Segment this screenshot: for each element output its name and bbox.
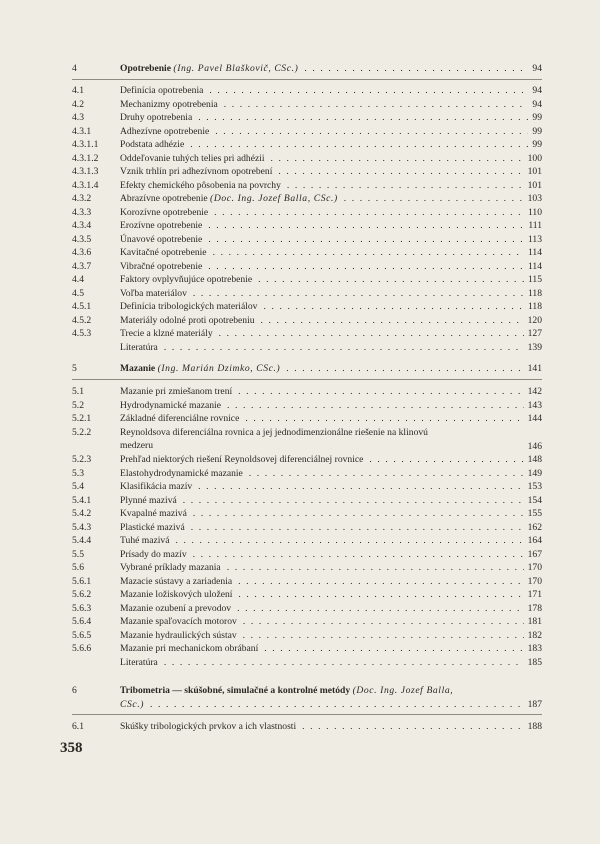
divider [72, 714, 542, 715]
chapter-author-cont: CSc.) [120, 699, 145, 710]
toc-entry-wrapped: 5.2.2 Reynoldsova diferenciálna rovnica a jej jednodimenzionálne riešenie na klinovú medzeru 146 [72, 426, 542, 452]
chapter-author: (Ing. Pavel Blaškovič, CSc.) [173, 63, 299, 74]
chapter-author: (Ing. Marián Dzimko, CSc.) [157, 363, 281, 374]
toc-page: 4 Opotrebenie (Ing. Pavel Blaškovič, CSc.) . . . 94 4.1 Definícia opotrebenia . . . 94 4.2 Mechanizmy opotrebenia . . . 94 4.3 Druhy opotrebenia . . . 99 4.3.1 Adhezívne opotrebenie . . . 99 4.3.1.1 Podstata adhézie . . . 99 4.3.1.2 Oddeľovanie tuhých telies pri adhézii . . . 100 4.3.1.3 Vznik trhlín pri adhezívnom opotrebení . . . 101 4.3.1.4 Efekty chemického pôsobenia na povrchy . . . 101 4.3.2 Abrazívne opotrebenie (Doc. Ing. Jozef Balla, CSc.) . . . 103 4.3.3 Korozívne opotrebenie . . . 110 4.3.4 Erozívne opotrebenie . . . 111 4.3.5 Únavové opotrebenie . . . 113 4.3.6 Kavitačné opotrebenie . . . 114 4.3.7 Vibračné opotrebenie . . . 114 4.4 Faktory ovplyvňujúce opotrebenie . . . 115 4.5 Voľba materiálov . . . 118 4.5.1 Definícia tribologických materiálov . . . 118 4.5.2 Materiály odolné proti opotrebeniu . . . 120 4.5.3 Trecie a klzné materiály . . . 127 Literatúra . . . 139 5 Mazanie (Ing. Marián Dzimko, CSc.) . . . 141 5.1 Mazanie pri zmiešanom trení . . . 142 5.2 Hydrodynamické mazanie . . . 143 5.2.1 Základné diferenciálne rovnice . . . 144 5.2.2 Reynoldsova diferenciálna rovnica a jej jednodimenzionálne riešenie na klinovú medzeru 146 5.2.3 Prehľad niektorých riešení Reynoldsovej diferenciálnej rovnice . . . 148 5.3 Elastohydrodynamické mazanie . . . 149 5.4 Klasifikácia mazív . . . 153 5.4.1 Plynné mazivá . . . 154 5.4.2 Kvapalné mazivá . . . 155 5.4.3 Plastické mazivá . . . 162 5.4.4 Tuhé mazivá . . . 164 5.5 Prísady do mazív . . . 167 5.6 Vybrané príklady mazania . . . 170 5.6.1 Mazacie sústavy a zariadenia . . . 170 5.6.2 Mazanie ložiskových uložení . . . 171 5.6.3 Mazanie ozubení a prevodov . . . 178 5.6.4 Mazanie spaľovacích motorov . . . 181 5.6.5 Mazanie hydraulických sústav . . . 182 5.6.6 Mazanie pri mechanickom obrábaní . . . 183 Literatúra . . . 185 6 Tribometria — skúšobné, simulačné a kontrolné metódy (Doc. Ing. Jozef Balla, CSc.) . . . 187 6.1 Skúšky tribologických prvkov a ich vlastnosti . . . 188 358 [0, 0, 600, 844]
chapter-author: (Doc. Ing. Jozef Balla, [352, 685, 454, 696]
divider [72, 379, 542, 380]
chapter-title: Tribometria — skúšobné, simulačné a kontrolné metódy [120, 685, 351, 696]
chapter-page: 94 [528, 62, 542, 76]
chapter-number: 6 [72, 685, 77, 696]
chapter-title: Mazanie [120, 363, 156, 374]
page-number: 358 [60, 740, 83, 756]
chapter-number: 4 [72, 63, 77, 74]
chapter-6-heading [72, 684, 542, 711]
chapter-title: Opotrebenie [120, 63, 171, 74]
chapter-page: 187 [524, 698, 542, 712]
chapter-page: 141 [524, 362, 542, 376]
section-author: (Doc. Ing. Jozef Balla, CSc.) [210, 193, 338, 204]
divider [72, 79, 542, 80]
chapter-number: 5 [72, 363, 77, 374]
